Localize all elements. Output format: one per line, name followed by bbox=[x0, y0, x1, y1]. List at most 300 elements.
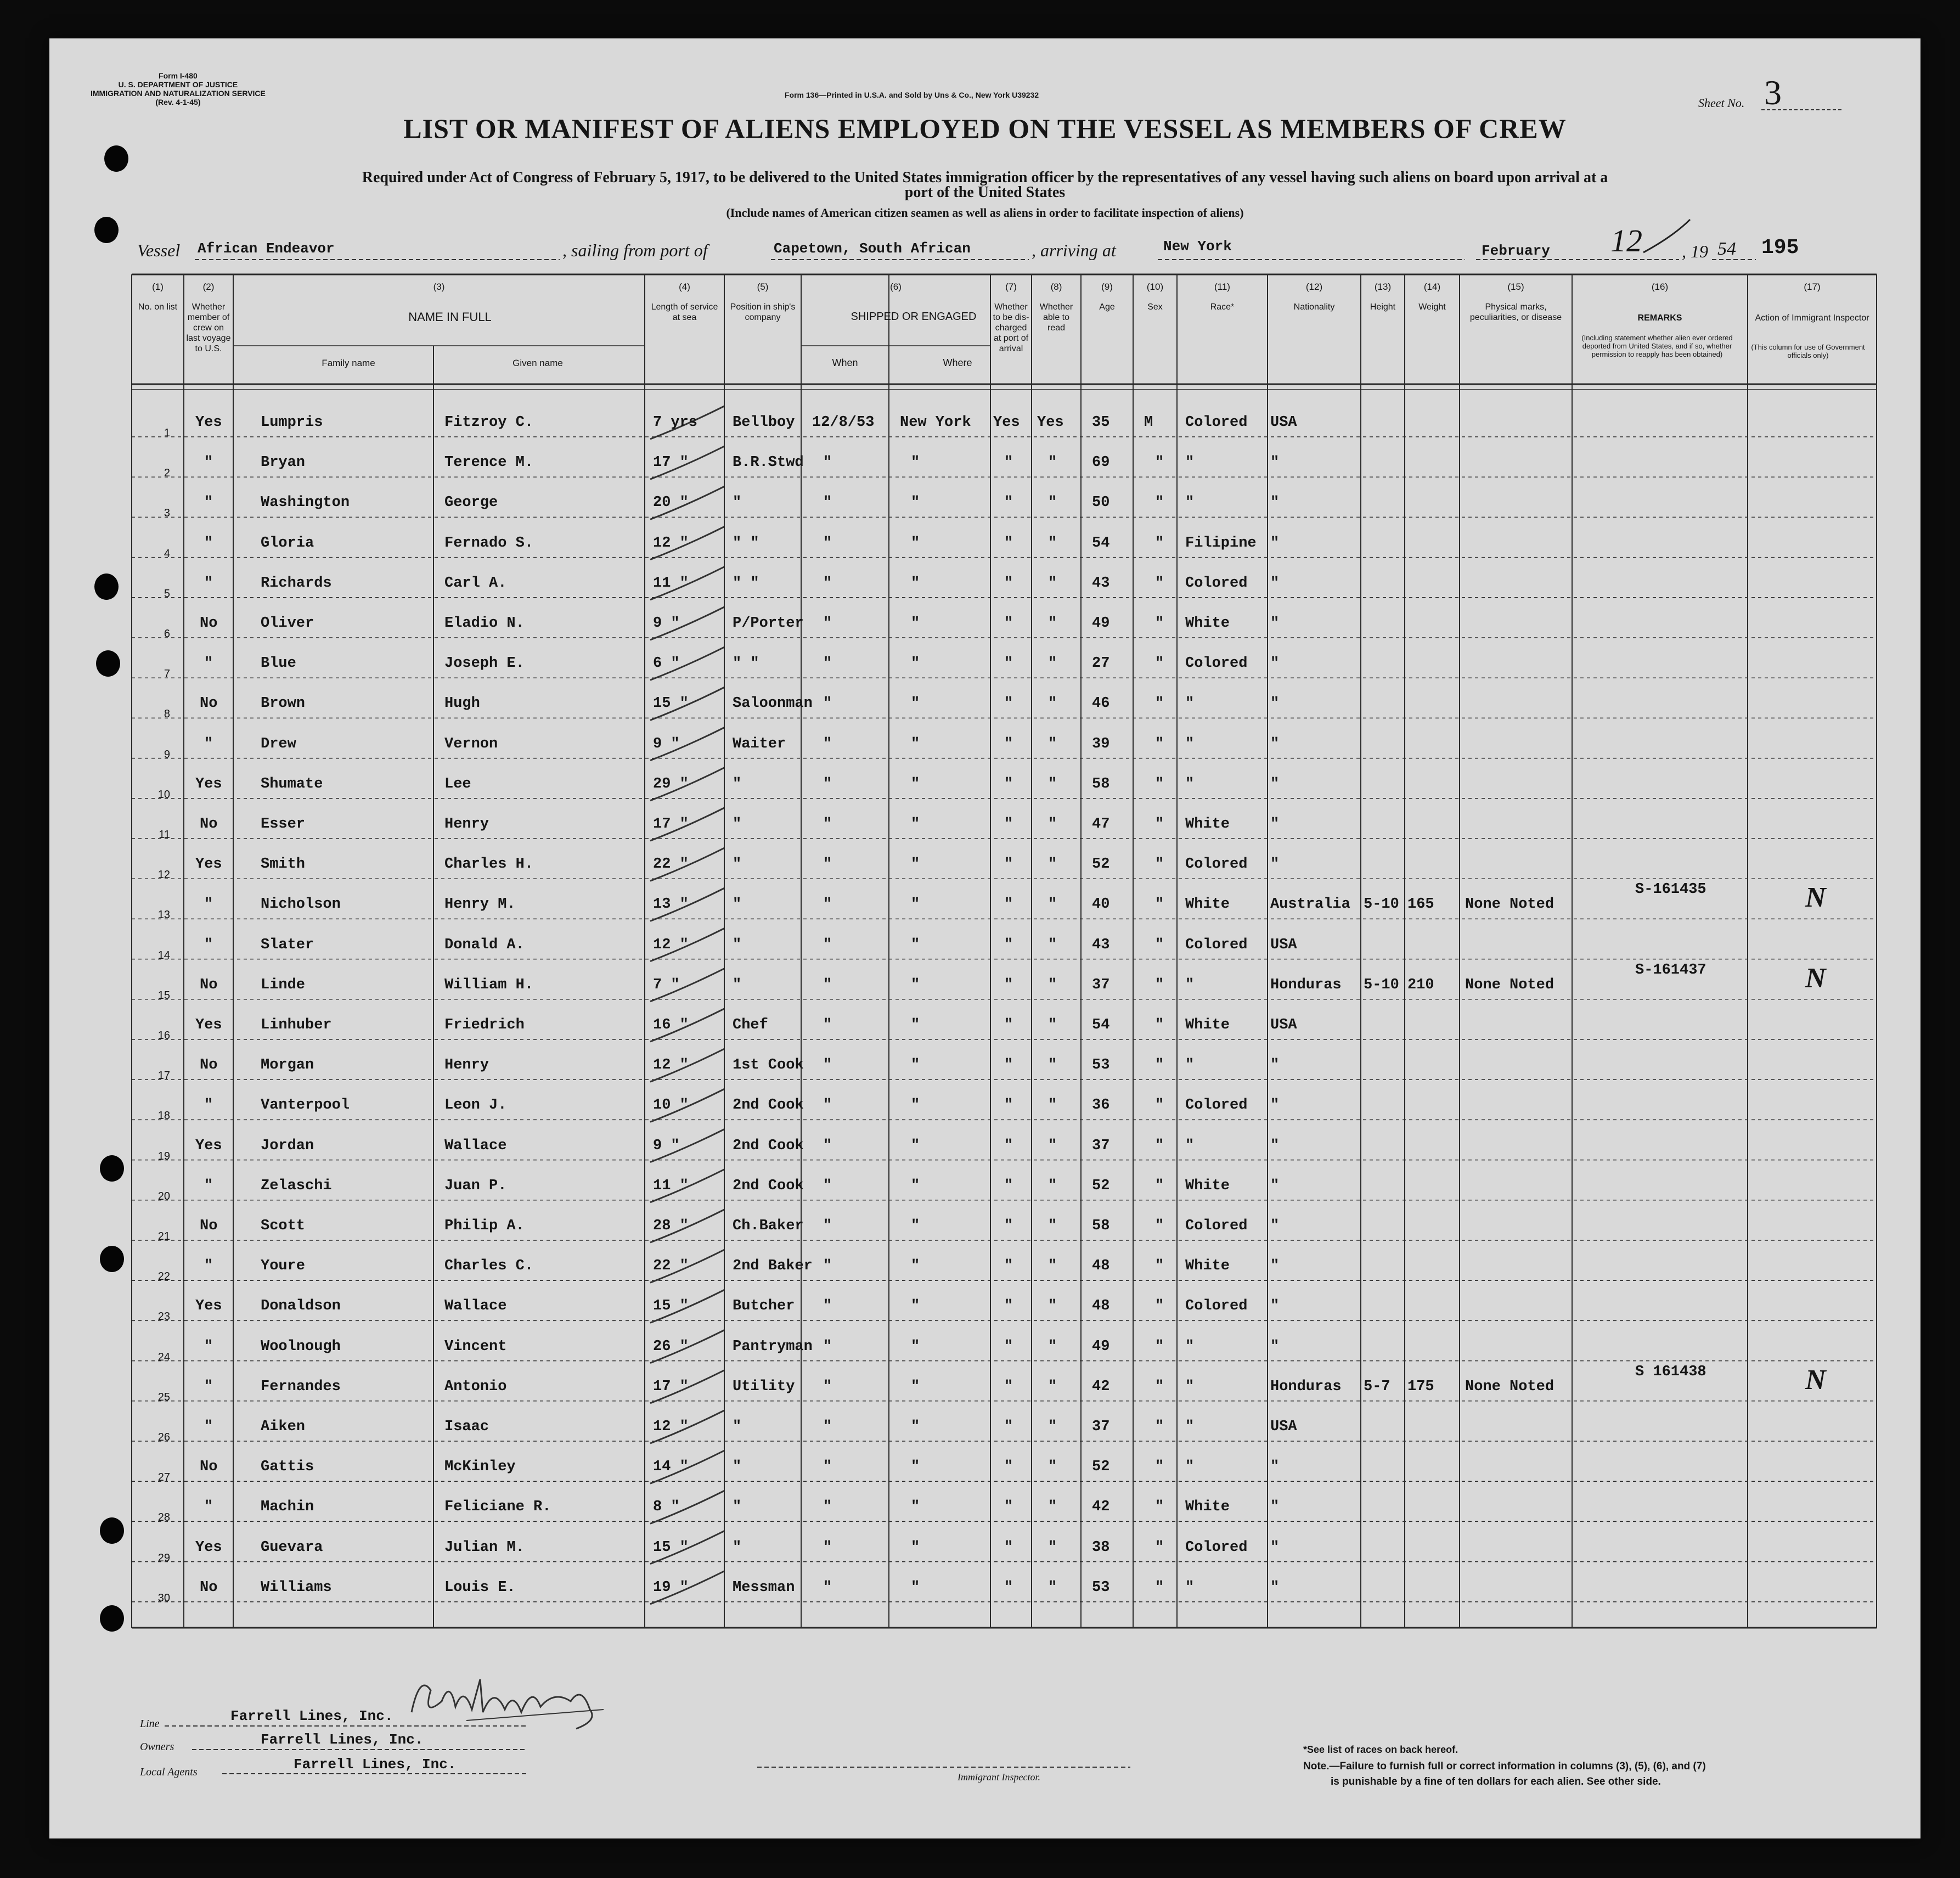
col-sex: " bbox=[1155, 655, 1164, 672]
column-header: Weight bbox=[1418, 302, 1446, 312]
row-number: 23 bbox=[157, 1311, 170, 1323]
col-sex: " bbox=[1155, 1218, 1164, 1234]
col-given-name: Feliciane R. bbox=[444, 1499, 551, 1516]
col-age: 54 bbox=[1092, 1017, 1110, 1033]
col-position: " bbox=[733, 1499, 742, 1516]
col-read: " bbox=[1048, 575, 1057, 592]
col-given-name: Charles H. bbox=[444, 856, 534, 873]
col-where: " bbox=[911, 856, 920, 873]
col-where: " bbox=[911, 1298, 920, 1315]
col-nationality: " bbox=[1270, 575, 1280, 592]
col-action: N bbox=[1805, 962, 1826, 994]
col-position: " bbox=[733, 976, 742, 993]
col-family-name: Brown bbox=[261, 695, 306, 712]
col-action: N bbox=[1805, 1364, 1826, 1396]
col-where: " bbox=[911, 1057, 920, 1074]
col-where: " bbox=[911, 1017, 920, 1033]
col-family-name: Vanterpool bbox=[261, 1097, 350, 1114]
col-discharged: " bbox=[1004, 1137, 1013, 1154]
col-when: " bbox=[823, 1258, 832, 1275]
col-service: 20 " bbox=[653, 494, 689, 511]
header-shipped: SHIPPED OR ENGAGED bbox=[851, 311, 977, 323]
col-race: Colored bbox=[1185, 1298, 1248, 1315]
col-prev-voyage: Yes bbox=[195, 1539, 222, 1556]
col-service: 26 " bbox=[653, 1338, 689, 1355]
col-age: 58 bbox=[1092, 1218, 1110, 1234]
page-title: LIST OR MANIFEST OF ALIENS EMPLOYED ON THE VESSEL AS MEMBERS OF CREW bbox=[403, 113, 1567, 144]
col-age: 49 bbox=[1092, 1338, 1110, 1355]
col-nationality: " bbox=[1270, 816, 1280, 833]
column-number: (9) bbox=[1101, 282, 1113, 292]
col-when: " bbox=[823, 575, 832, 592]
col-age: 58 bbox=[1092, 775, 1110, 792]
col-read: " bbox=[1048, 1097, 1057, 1114]
header-name-in-full: NAME IN FULL bbox=[408, 310, 492, 324]
col-position: " bbox=[733, 1419, 742, 1435]
col-read: " bbox=[1048, 1298, 1057, 1315]
col-age: 39 bbox=[1092, 735, 1110, 752]
col-prev-voyage: " bbox=[204, 1338, 213, 1355]
column-number: (5) bbox=[757, 282, 769, 292]
col-service: 9 " bbox=[653, 1137, 680, 1154]
column-number: (2) bbox=[202, 282, 215, 292]
col-height: 5-10 bbox=[1364, 896, 1399, 913]
col-age: 47 bbox=[1092, 816, 1110, 833]
col-sex: " bbox=[1155, 1137, 1164, 1154]
col-where: " bbox=[911, 615, 920, 632]
row-number: 30 bbox=[157, 1592, 170, 1604]
col-nationality: USA bbox=[1270, 1017, 1297, 1033]
col-when: " bbox=[823, 695, 832, 712]
col-position: Saloonman bbox=[733, 695, 813, 712]
col-when: 12/8/53 bbox=[812, 414, 875, 431]
col-when: " bbox=[823, 1017, 832, 1033]
col-nationality: " bbox=[1270, 655, 1280, 672]
col-nationality: USA bbox=[1270, 414, 1297, 431]
col-where: " bbox=[911, 1338, 920, 1355]
row-number: 15 bbox=[157, 989, 170, 1002]
col-sex: " bbox=[1155, 936, 1164, 953]
col-sex: " bbox=[1155, 1258, 1164, 1275]
col-age: 48 bbox=[1092, 1258, 1110, 1275]
col-when: " bbox=[823, 655, 832, 672]
col-given-name: Louis E. bbox=[444, 1579, 516, 1596]
col-sex: " bbox=[1155, 1499, 1164, 1516]
column-number: (1) bbox=[152, 282, 164, 292]
line-label: Line bbox=[140, 1718, 160, 1730]
col-given-name: William H. bbox=[444, 976, 534, 993]
col-read: " bbox=[1048, 1499, 1057, 1516]
col-read: " bbox=[1048, 454, 1057, 471]
col-service: 12 " bbox=[653, 1419, 689, 1435]
row-number: 1 bbox=[164, 427, 170, 439]
col-when: " bbox=[823, 1097, 832, 1114]
agents-label: Local Agents bbox=[140, 1766, 198, 1778]
col-where: " bbox=[911, 1218, 920, 1234]
col-family-name: Washington bbox=[261, 494, 350, 511]
row-number: 16 bbox=[157, 1030, 170, 1042]
col-given-name: Antonio bbox=[444, 1378, 507, 1395]
col-sex: " bbox=[1155, 1338, 1164, 1355]
col-discharged: " bbox=[1004, 655, 1013, 672]
col-sex: " bbox=[1155, 494, 1164, 511]
col-where: " bbox=[911, 1097, 920, 1114]
col-given-name: Wallace bbox=[444, 1298, 507, 1315]
col-remarks: S-161437 bbox=[1635, 962, 1706, 979]
col-prev-voyage: No bbox=[200, 816, 218, 833]
col-read: " bbox=[1048, 535, 1057, 552]
arrival-port: New York bbox=[1163, 238, 1232, 255]
col-prev-voyage: Yes bbox=[195, 1017, 222, 1033]
col-family-name: Jordan bbox=[261, 1137, 314, 1154]
col-nationality: " bbox=[1270, 1177, 1280, 1194]
race-note: *See list of races on back hereof. bbox=[1303, 1744, 1458, 1755]
col-position: Waiter bbox=[733, 735, 786, 752]
row-number: 10 bbox=[157, 788, 170, 801]
col-family-name: Woolnough bbox=[261, 1338, 341, 1355]
col-discharged: " bbox=[1004, 1298, 1013, 1315]
col-given-name: Henry bbox=[444, 816, 489, 833]
col-given-name: Fernado S. bbox=[444, 535, 534, 552]
col-where: " bbox=[911, 575, 920, 592]
col-when: " bbox=[823, 936, 832, 953]
col-given-name: Vincent bbox=[444, 1338, 507, 1355]
row-number: 5 bbox=[164, 587, 170, 600]
col-age: 53 bbox=[1092, 1579, 1110, 1596]
col-sex: " bbox=[1155, 1539, 1164, 1556]
col-family-name: Slater bbox=[261, 936, 314, 953]
col-where: " bbox=[911, 976, 920, 993]
col-weight: 210 bbox=[1407, 976, 1434, 993]
col-given-name: Henry bbox=[444, 1057, 489, 1074]
column-number: (6) bbox=[890, 282, 902, 292]
col-position: Butcher bbox=[733, 1298, 795, 1315]
col-age: 52 bbox=[1092, 1459, 1110, 1476]
col-prev-voyage: " bbox=[204, 1499, 213, 1516]
col-when: " bbox=[823, 856, 832, 873]
col-given-name: Hugh bbox=[444, 695, 480, 712]
col-service: 8 " bbox=[653, 1499, 680, 1516]
col-race: " bbox=[1185, 1419, 1195, 1435]
col-family-name: Blue bbox=[261, 655, 296, 672]
col-prev-voyage: No bbox=[200, 1459, 218, 1476]
col-nationality: Australia bbox=[1270, 896, 1350, 913]
col-sex: " bbox=[1155, 775, 1164, 792]
col-sex: " bbox=[1155, 1057, 1164, 1074]
col-read: " bbox=[1048, 856, 1057, 873]
col-age: 27 bbox=[1092, 655, 1110, 672]
col-read: " bbox=[1048, 615, 1057, 632]
row-number: 18 bbox=[157, 1110, 170, 1122]
col-given-name: Lee bbox=[444, 775, 471, 792]
col-read: " bbox=[1048, 1017, 1057, 1033]
col-position: Messman bbox=[733, 1579, 795, 1596]
col-where: " bbox=[911, 655, 920, 672]
col-age: 52 bbox=[1092, 1177, 1110, 1194]
header-given-name: Given name bbox=[512, 358, 563, 368]
col-race: Colored bbox=[1185, 1539, 1248, 1556]
col-discharged: " bbox=[1004, 1419, 1013, 1435]
col-age: 40 bbox=[1092, 896, 1110, 913]
sheet-label: Sheet No. bbox=[1698, 96, 1745, 110]
col-race: " bbox=[1185, 1137, 1195, 1154]
col-given-name: Carl A. bbox=[444, 575, 507, 592]
col-family-name: Oliver bbox=[261, 615, 314, 632]
row-number: 8 bbox=[164, 708, 170, 721]
col-sex: " bbox=[1155, 1017, 1164, 1033]
col-prev-voyage: " bbox=[204, 1177, 213, 1194]
col-where: " bbox=[911, 1419, 920, 1435]
col-age: 49 bbox=[1092, 615, 1110, 632]
col-family-name: Zelaschi bbox=[261, 1177, 332, 1194]
col-given-name: Wallace bbox=[444, 1137, 507, 1154]
col-service: 11 " bbox=[653, 1177, 689, 1194]
col-family-name: Morgan bbox=[261, 1057, 314, 1074]
col-discharged: " bbox=[1004, 1057, 1013, 1074]
col-service: 12 " bbox=[653, 936, 689, 953]
col-position: Chef bbox=[733, 1017, 768, 1033]
col-position: Utility bbox=[733, 1378, 795, 1395]
col-race: " bbox=[1185, 1579, 1195, 1596]
col-family-name: Linde bbox=[261, 976, 306, 993]
col-sex: " bbox=[1155, 695, 1164, 712]
col-prev-voyage: " bbox=[204, 575, 213, 592]
col-position: " " bbox=[733, 535, 759, 552]
column-header: Whether member of crew on last voyage to U.S. bbox=[186, 302, 231, 353]
col-sex: " bbox=[1155, 615, 1164, 632]
row-number: 26 bbox=[157, 1431, 170, 1443]
col-sex: " bbox=[1155, 976, 1164, 993]
subtitle-line1: Required under Act of Congress of February 5, 1917, to be delivered to the United States immigration officer by the representatives of any vessel having such aliens on board upon arrival at a bbox=[362, 169, 1608, 186]
col-race: Filipine bbox=[1185, 535, 1257, 552]
col-where: " bbox=[911, 775, 920, 792]
col-prev-voyage: No bbox=[200, 1579, 218, 1596]
col-service: 28 " bbox=[653, 1218, 689, 1234]
col-given-name: Philip A. bbox=[444, 1218, 525, 1234]
col-discharged: " bbox=[1004, 454, 1013, 471]
column-header: No. on list bbox=[138, 302, 178, 312]
col-nationality: " bbox=[1270, 1218, 1280, 1234]
col-age: 52 bbox=[1092, 856, 1110, 873]
col-read: " bbox=[1048, 1057, 1057, 1074]
col-when: " bbox=[823, 976, 832, 993]
col-read: " bbox=[1048, 1579, 1057, 1596]
col-service: 16 " bbox=[653, 1017, 689, 1033]
col-nationality: USA bbox=[1270, 1419, 1297, 1435]
header-family-name: Family name bbox=[322, 358, 375, 368]
row-number: 14 bbox=[157, 949, 170, 962]
col-read: " bbox=[1048, 1539, 1057, 1556]
col-position: " " bbox=[733, 575, 759, 592]
col-service: 9 " bbox=[653, 615, 680, 632]
col-given-name: Terence M. bbox=[444, 454, 534, 471]
col-position: 1st Cook bbox=[733, 1057, 804, 1074]
row-number: 6 bbox=[164, 628, 170, 640]
column-header: Whether able to read bbox=[1039, 302, 1073, 333]
col-prev-voyage: " bbox=[204, 896, 213, 913]
col-sex: " bbox=[1155, 1378, 1164, 1395]
col-prev-voyage: Yes bbox=[195, 856, 222, 873]
col-sex: " bbox=[1155, 856, 1164, 873]
col-family-name: Youre bbox=[261, 1258, 306, 1275]
col-sex: " bbox=[1155, 535, 1164, 552]
col-discharged: " bbox=[1004, 735, 1013, 752]
col-where: " bbox=[911, 1539, 920, 1556]
column-header: Race* bbox=[1210, 302, 1235, 312]
row-number: 9 bbox=[164, 748, 170, 761]
col-prev-voyage: " bbox=[204, 535, 213, 552]
col-position: 2nd Cook bbox=[733, 1097, 804, 1114]
col-given-name: Isaac bbox=[444, 1419, 489, 1435]
col-race: Colored bbox=[1185, 655, 1248, 672]
col-where: " bbox=[911, 936, 920, 953]
col-given-name: Vernon bbox=[444, 735, 498, 752]
row-number: 22 bbox=[157, 1270, 170, 1283]
col-prev-voyage: " bbox=[204, 494, 213, 511]
row-number: 7 bbox=[164, 668, 170, 681]
owners-value: Farrell Lines, Inc. bbox=[261, 1731, 424, 1748]
col-given-name: Julian M. bbox=[444, 1539, 525, 1556]
col-when: " bbox=[823, 735, 832, 752]
col-race: " bbox=[1185, 775, 1195, 792]
col-height: 5-10 bbox=[1364, 976, 1399, 993]
col-when: " bbox=[823, 816, 832, 833]
col-position: " bbox=[733, 494, 742, 511]
col-where: " bbox=[911, 816, 920, 833]
col-prev-voyage: No bbox=[200, 1218, 218, 1234]
col-age: 37 bbox=[1092, 976, 1110, 993]
col-sex: " bbox=[1155, 896, 1164, 913]
col-nationality: " bbox=[1270, 535, 1280, 552]
col-where: " bbox=[911, 535, 920, 552]
col-sex: " bbox=[1155, 575, 1164, 592]
header-when: When bbox=[832, 357, 858, 368]
row-number: 28 bbox=[157, 1511, 170, 1524]
arrival-month: February bbox=[1482, 243, 1550, 259]
port-label: , sailing from port of bbox=[562, 240, 708, 260]
col-age: 50 bbox=[1092, 494, 1110, 511]
col-family-name: Williams bbox=[261, 1579, 332, 1596]
row-number: 3 bbox=[164, 507, 170, 520]
column-number: (16) bbox=[1651, 282, 1669, 292]
col-read: " bbox=[1048, 1338, 1057, 1355]
col-when: " bbox=[823, 1579, 832, 1596]
column-number: (8) bbox=[1050, 282, 1062, 292]
vessel-label: Vessel bbox=[137, 240, 181, 260]
row-number: 19 bbox=[157, 1150, 170, 1162]
col-prev-voyage: " bbox=[204, 1378, 213, 1395]
row-number: 24 bbox=[157, 1351, 170, 1363]
col-sex: " bbox=[1155, 1177, 1164, 1194]
col-family-name: Shumate bbox=[261, 775, 323, 792]
header-remarks-note: (Including statement whether alien ever ordered deported from United States, and if so, whether permission to reapply has been obtained) bbox=[1581, 334, 1733, 358]
col-given-name: Fitzroy C. bbox=[444, 414, 534, 431]
col-prev-voyage: " bbox=[204, 454, 213, 471]
column-header: Height bbox=[1370, 302, 1396, 312]
col-when: " bbox=[823, 1177, 832, 1194]
col-when: " bbox=[823, 896, 832, 913]
col-given-name: Joseph E. bbox=[444, 655, 525, 672]
col-when: " bbox=[823, 1338, 832, 1355]
owners-label: Owners bbox=[140, 1741, 174, 1753]
col-race: Colored bbox=[1185, 936, 1248, 953]
col-race: " bbox=[1185, 454, 1195, 471]
row-number: 2 bbox=[164, 467, 170, 480]
col-discharged: " bbox=[1004, 615, 1013, 632]
col-where: New York bbox=[900, 414, 971, 431]
col-nationality: " bbox=[1270, 1499, 1280, 1516]
col-service: 14 " bbox=[653, 1459, 689, 1476]
col-service: 22 " bbox=[653, 856, 689, 873]
col-family-name: Lumpris bbox=[261, 414, 323, 431]
col-sex: " bbox=[1155, 816, 1164, 833]
col-discharged: " bbox=[1004, 1459, 1013, 1476]
row-number: 12 bbox=[157, 869, 170, 881]
col-where: " bbox=[911, 695, 920, 712]
col-read: Yes bbox=[1037, 414, 1064, 431]
col-given-name: Charles C. bbox=[444, 1258, 534, 1275]
note-line2: is punishable by a fine of ten dollars for each alien. See other side. bbox=[1331, 1776, 1661, 1787]
col-where: " bbox=[911, 1177, 920, 1194]
col-prev-voyage: " bbox=[204, 655, 213, 672]
col-nationality: " bbox=[1270, 454, 1280, 471]
departure-port: Capetown, South African bbox=[774, 240, 971, 257]
col-race: Colored bbox=[1185, 575, 1248, 592]
sheet-number: 3 bbox=[1764, 73, 1782, 112]
col-discharged: " bbox=[1004, 1097, 1013, 1114]
col-read: " bbox=[1048, 1258, 1057, 1275]
column-number: (14) bbox=[1423, 282, 1441, 292]
col-when: " bbox=[823, 1459, 832, 1476]
col-race: " bbox=[1185, 1459, 1195, 1476]
col-action: N bbox=[1805, 882, 1826, 914]
row-number: 4 bbox=[164, 547, 170, 560]
department: U. S. DEPARTMENT OF JUSTICE bbox=[118, 80, 238, 89]
col-nationality: " bbox=[1270, 856, 1280, 873]
col-weight: 175 bbox=[1407, 1378, 1434, 1395]
col-family-name: Smith bbox=[261, 856, 306, 873]
col-read: " bbox=[1048, 1177, 1057, 1194]
col-age: 42 bbox=[1092, 1499, 1110, 1516]
col-position: " " bbox=[733, 655, 759, 672]
column-number: (3) bbox=[433, 282, 445, 292]
col-when: " bbox=[823, 1419, 832, 1435]
col-nationality: " bbox=[1270, 1258, 1280, 1275]
col-service: 10 " bbox=[653, 1097, 689, 1114]
col-race: " bbox=[1185, 1378, 1195, 1395]
col-position: B.R.Stwd bbox=[733, 454, 804, 471]
col-family-name: Richards bbox=[261, 575, 332, 592]
col-discharged: " bbox=[1004, 896, 1013, 913]
col-read: " bbox=[1048, 1459, 1057, 1476]
row-number: 11 bbox=[159, 829, 170, 841]
col-read: " bbox=[1048, 896, 1057, 913]
col-nationality: " bbox=[1270, 1539, 1280, 1556]
col-nationality: " bbox=[1270, 494, 1280, 511]
col-sex: " bbox=[1155, 1097, 1164, 1114]
col-service: 29 " bbox=[653, 775, 689, 792]
col-service: 17 " bbox=[653, 816, 689, 833]
col-age: 37 bbox=[1092, 1419, 1110, 1435]
col-service: 15 " bbox=[653, 1298, 689, 1315]
subtitle-note: (Include names of American citizen seamen as well as aliens in order to facilitate inspection of aliens) bbox=[726, 206, 1244, 220]
vessel-name: African Endeavor bbox=[198, 240, 335, 257]
col-read: " bbox=[1048, 494, 1057, 511]
col-position: 2nd Cook bbox=[733, 1137, 804, 1154]
col-age: 53 bbox=[1092, 1057, 1110, 1074]
col-race: " bbox=[1185, 494, 1195, 511]
column-number: (17) bbox=[1804, 282, 1821, 292]
